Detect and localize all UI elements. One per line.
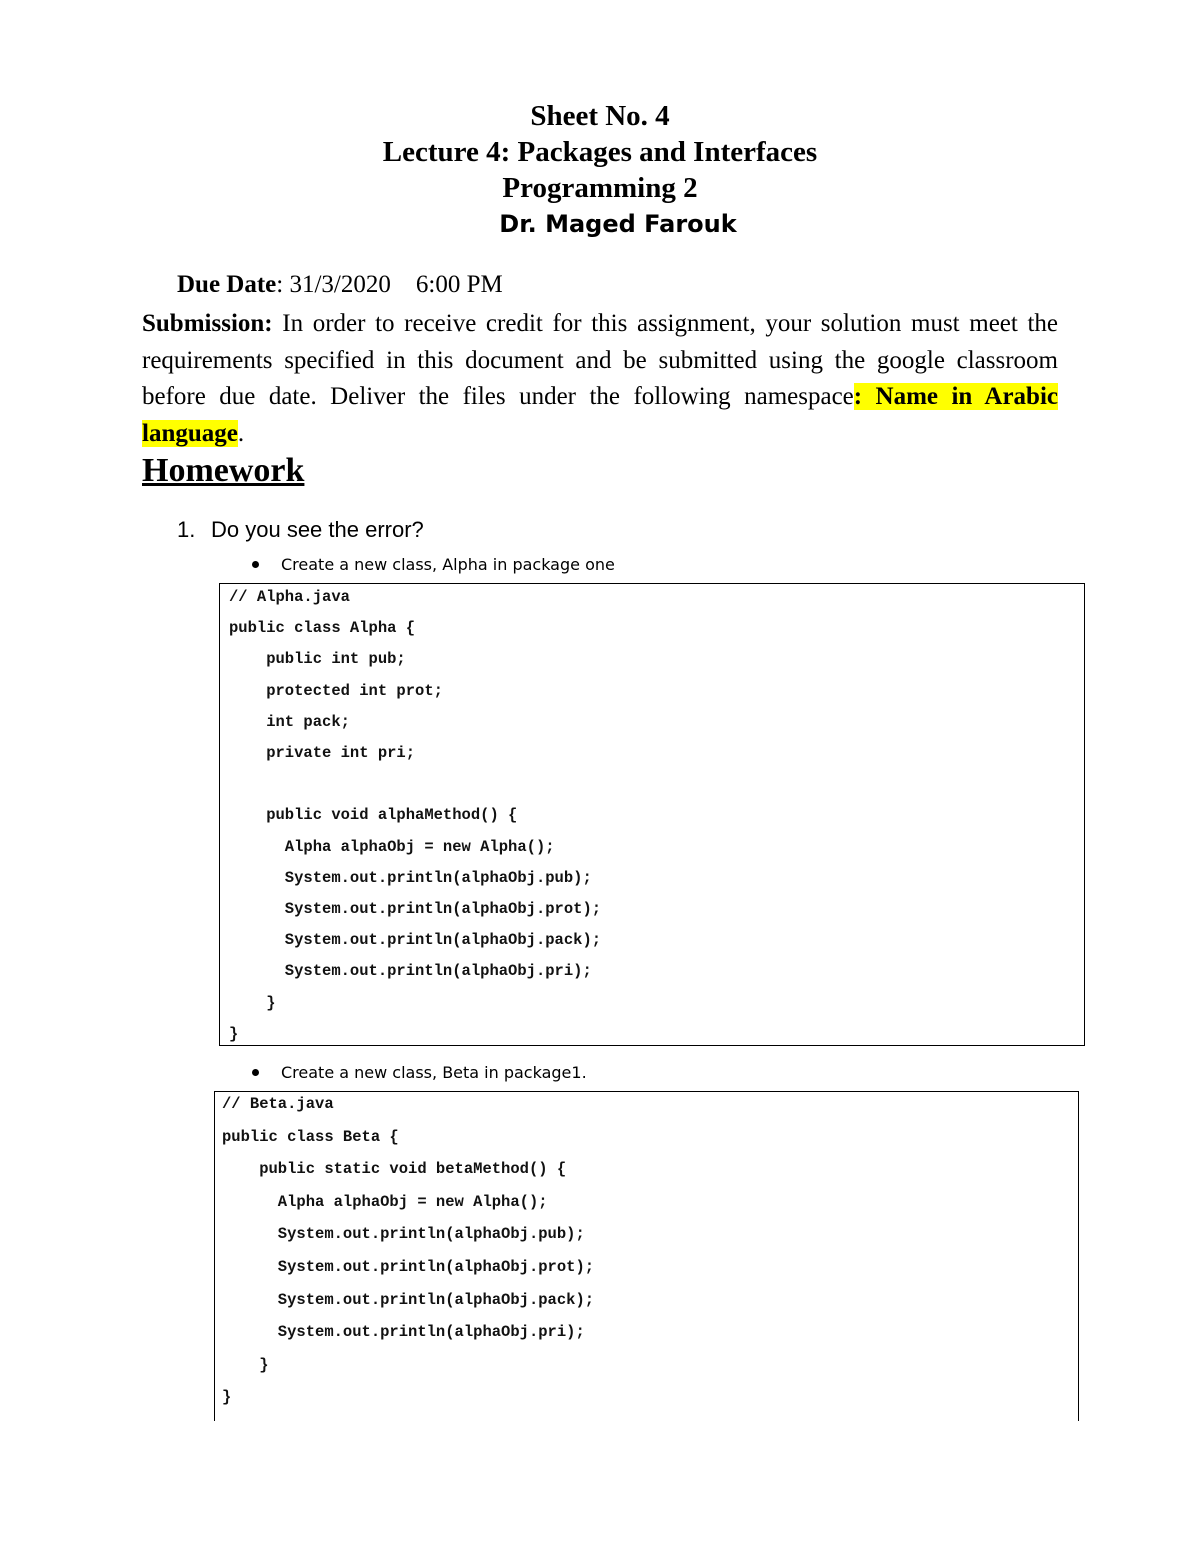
- code-line: private int pri;: [229, 744, 416, 762]
- submission-end: .: [237, 419, 245, 447]
- submission-paragraph: [142, 306, 1058, 452]
- code-block-alpha: [219, 583, 1085, 1046]
- code-line: System.out.println(alphaObj.pri);: [229, 962, 592, 981]
- code-line: System.out.println(alphaObj.pack);: [229, 931, 602, 950]
- code-line: // Beta.java: [222, 1095, 334, 1113]
- lecture-title: Lecture 4: Packages and Interfaces: [382, 136, 818, 168]
- document-header: [0, 98, 1200, 246]
- due-date-value: : 31/3/2020 6:00 PM: [276, 271, 503, 298]
- namespace-highlight: : Name in Arabic language: [142, 383, 1058, 447]
- bullet-text: Create a new class, Alpha in package one: [281, 555, 615, 574]
- code-line: public class Alpha {: [229, 619, 416, 638]
- course-name: Programming 2: [502, 172, 698, 204]
- sheet-number: Sheet No. 4: [530, 100, 670, 132]
- code-line: System.out.println(alphaObj.prot);: [229, 900, 602, 918]
- code-line: }: [229, 993, 276, 1012]
- code-line: // Alpha.java: [229, 588, 350, 606]
- code-line: protected int prot;: [229, 681, 443, 700]
- question-number: 1.: [177, 517, 196, 542]
- instructor-name: Dr. Maged Farouk: [499, 210, 737, 238]
- code-line: Alpha alphaObj = new Alpha();: [222, 1192, 548, 1211]
- bullet-dot-icon: [252, 561, 259, 568]
- code-line: public int pub;: [229, 650, 406, 669]
- code-line: System.out.println(alphaObj.pub);: [229, 868, 592, 887]
- homework-heading: Homework: [142, 452, 305, 489]
- bullet-dot-icon: [252, 1069, 259, 1076]
- code-line: int pack;: [229, 712, 350, 731]
- code-line: System.out.println(alphaObj.pri);: [222, 1323, 585, 1342]
- code-line: System.out.println(alphaObj.pack);: [222, 1290, 595, 1309]
- code-line: }: [222, 1388, 232, 1407]
- question-1: [177, 517, 424, 543]
- submission-label: Submission:: [142, 310, 273, 337]
- code-line: Alpha alphaObj = new Alpha();: [229, 837, 555, 856]
- code-line: }: [229, 1024, 239, 1043]
- code-line: System.out.println(alphaObj.prot);: [222, 1258, 595, 1276]
- due-date-label: Due Date: [177, 271, 277, 298]
- code-line: public void alphaMethod() {: [229, 806, 518, 825]
- bullet-beta: [252, 1063, 587, 1082]
- bullet-alpha: [252, 555, 615, 574]
- code-line: public class Beta {: [222, 1127, 399, 1146]
- due-date: [177, 271, 503, 299]
- code-line: public static void betaMethod() {: [222, 1160, 567, 1179]
- submission-text: In order to receive credit for this assignment, your solution must meet the requirements specified in this document and be submitted using the google classroom before due date. Deliver the files under the following namespace: [142, 310, 1058, 410]
- question-text: Do you see the error?: [211, 517, 424, 542]
- code-line: System.out.println(alphaObj.pub);: [222, 1225, 585, 1244]
- code-line: }: [222, 1355, 269, 1374]
- bullet-text: Create a new class, Beta in package1.: [281, 1063, 587, 1082]
- code-block-beta: [214, 1091, 1079, 1421]
